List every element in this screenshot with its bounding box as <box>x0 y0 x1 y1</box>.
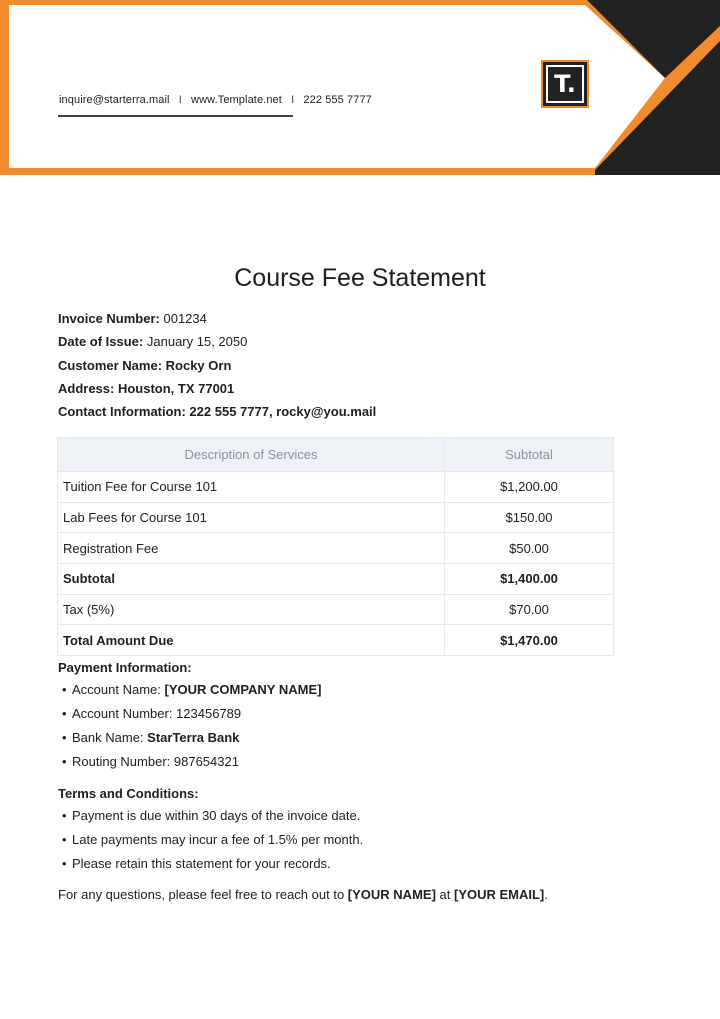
invoice-info <box>58 310 376 426</box>
table-row <box>58 594 614 625</box>
row-description: Registration Fee <box>58 533 445 564</box>
footer-email: [YOUR EMAIL] <box>453 887 545 902</box>
info-customer-name: Customer Name: Rocky Orn <box>58 357 232 373</box>
list-item: • Please retain this statement for your records. <box>62 856 331 871</box>
terms-list <box>58 807 363 879</box>
column-header-description: Description of Services <box>58 438 445 472</box>
payment-heading: Payment Information: <box>58 660 192 675</box>
document-title: Course Fee Statement <box>234 264 486 292</box>
table-row <box>58 533 614 564</box>
table-header-row <box>58 438 614 472</box>
total-row <box>58 625 614 656</box>
header-website[interactable]: www.Template.net <box>191 94 282 106</box>
payment-list <box>58 681 321 777</box>
header-banner <box>0 0 720 175</box>
info-invoice-number: Invoice Number: 001234 <box>58 311 207 326</box>
table-row <box>58 472 614 503</box>
terms-heading: Terms and Conditions: <box>58 786 199 801</box>
row-description: Subtotal <box>58 564 445 595</box>
row-amount: $150.00 <box>445 502 614 533</box>
list-item: • Account Name: [YOUR COMPANY NAME] <box>62 682 322 697</box>
info-address: Address: Houston, TX 77001 <box>58 380 235 396</box>
footer-name: [YOUR NAME] <box>347 887 436 902</box>
row-description: Lab Fees for Course 101 <box>58 502 445 533</box>
payment-section <box>58 659 321 777</box>
row-description: Total Amount Due <box>58 625 445 656</box>
fees-table <box>57 437 614 656</box>
info-contact: Contact Information: 222 555 7777, rocky@you.mail <box>58 404 377 420</box>
subtotal-row <box>58 564 614 595</box>
header-email[interactable]: inquire@starterra.mail <box>59 94 170 106</box>
list-item: • Late payments may incur a fee of 1.5% per month. <box>62 832 364 847</box>
info-date-of-issue: Date of Issue: January 15, 2050 <box>58 334 248 350</box>
company-logo <box>541 60 589 108</box>
list-item: • Routing Number: 987654321 <box>62 754 239 769</box>
column-header-subtotal: Subtotal <box>445 438 614 472</box>
row-amount: $70.00 <box>445 594 614 625</box>
row-amount: $1,400.00 <box>445 564 614 595</box>
separator: I <box>291 94 295 106</box>
header-decoration <box>0 0 720 175</box>
contact-underline <box>58 115 293 117</box>
contact-line <box>59 94 372 106</box>
header-phone: 222 555 7777 <box>303 94 372 106</box>
list-item: • Bank Name: StarTerra Bank <box>62 730 240 745</box>
terms-section <box>58 785 363 879</box>
footer-note: For any questions, please feel free to reach out to [YOUR NAME] at [YOUR EMAIL]. <box>58 887 548 902</box>
row-amount: $50.00 <box>445 533 614 564</box>
row-amount: $1,470.00 <box>445 625 614 656</box>
list-item: • Payment is due within 30 days of the invoice date. <box>62 808 361 823</box>
list-item: • Account Number: 123456789 <box>62 706 242 721</box>
row-description: Tuition Fee for Course 101 <box>58 472 445 503</box>
separator: I <box>178 94 182 106</box>
row-amount: $1,200.00 <box>445 472 614 503</box>
table-row <box>58 502 614 533</box>
row-description: Tax (5%) <box>58 594 445 625</box>
logo-letter: T. <box>546 65 584 103</box>
